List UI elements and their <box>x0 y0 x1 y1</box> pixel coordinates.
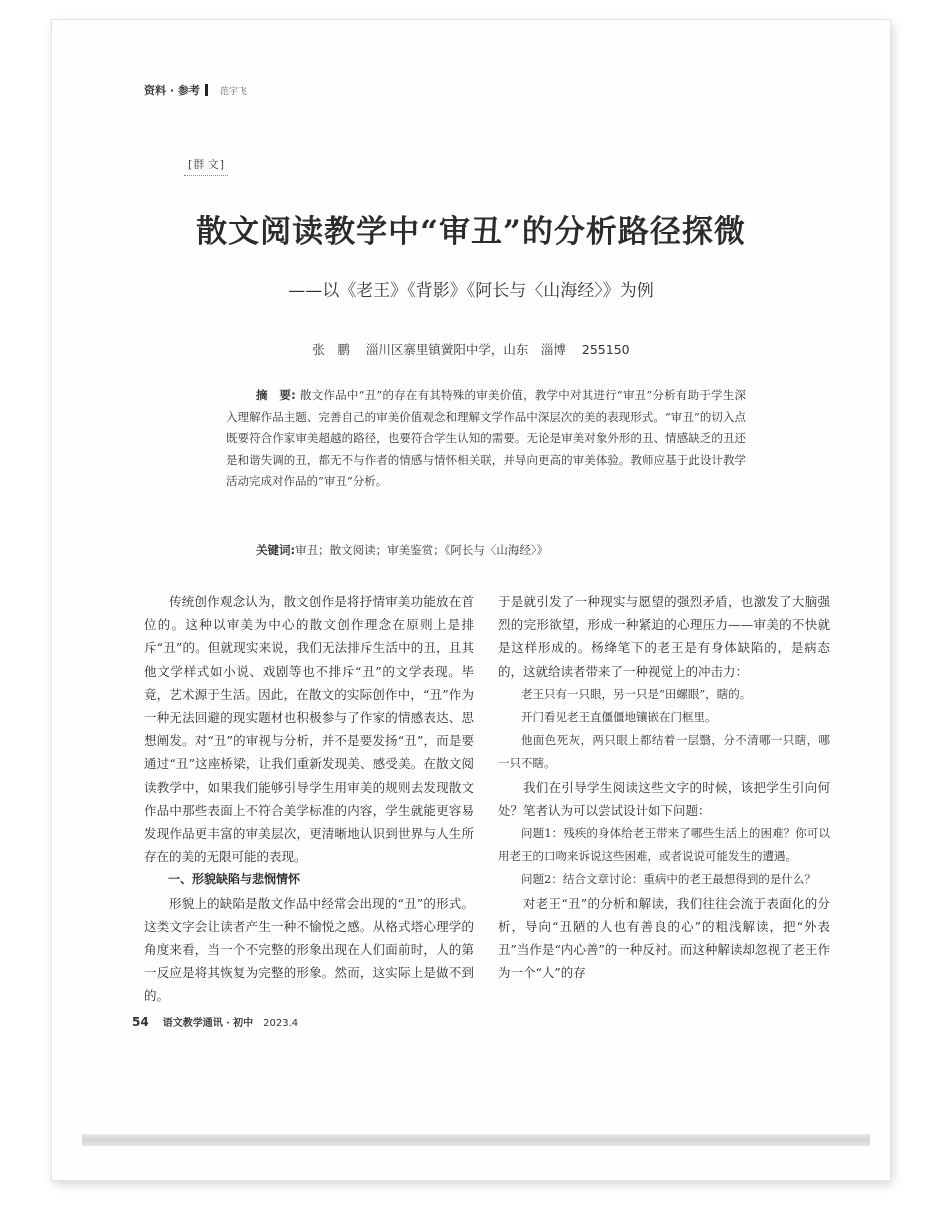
page-footer <box>132 1014 298 1029</box>
abstract-text: 散文作品中“丑”的存在有其特殊的审美价值，教学中对其进行“审丑”分析有助于学生深入理解作品主题、完善自己的审美价值观念和理解文学作品中深层次的美的表现形式。“审丑”的切入点既要符合作家审美超越的路径，也要符合学生认知的需要。无论是审美对象外形的丑、情感缺乏的丑还是和谐失调的丑，都无不与作者的情感与情怀相关联，并导向更高的审美体验。教师应基于此设计教学活动完成对作品的“审丑”分析。 <box>226 388 746 488</box>
keywords-text: 审丑；散文阅读；审美鉴赏；《阿长与〈山海经〉》 <box>295 543 549 557</box>
header-editor: 范宇飞 <box>219 86 247 97</box>
header-section: 资料 · 参考 <box>144 84 200 97</box>
column-tag: [ 群 文 ] <box>184 156 228 176</box>
journal-page <box>52 20 890 1180</box>
paragraph: 传统创作观念认为，散文创作是将抒情审美功能放在首位的。这种以审美为中心的散文创作理念在原则上是排斥“丑”的。但就现实来说，我们无法排斥生活中的丑，且其他文学样式如小说、戏剧等也不排斥“丑”的文学表现。毕竟，艺术源于生活。因此，在散文的实际创作中，“丑”作为一种无法回避的现实题材也积极参与了作家的情感表达、思想阐发。对“丑”的审视与分析，并不是要发扬“丑”，而是要通过“丑”这座桥梁，让我们重新发现美、感受美。在散文阅读教学中，如果我们能够引导学生用审美的规则去发现散文作品中那些表面上不符合美学标准的内容，学生就能更容易发现作品更丰富的审美层次，更清晰地认识到世界与人生所存在的美的无限可能的表现。 <box>144 594 474 865</box>
paragraph: 于是就引发了一种现实与愿望的强烈矛盾，也激发了大脑强烈的完形欲望，形成一种紧迫的心理压力——审美的不快就是这样形成的。杨绛笔下的老王是有身体缺陷的，是病态的，这就给读者带来了一种视觉上的冲击力： <box>498 594 830 679</box>
article-title: 散文阅读教学中“审丑”的分析路径探微 <box>196 214 746 250</box>
postcode: 255150 <box>581 342 630 357</box>
issue-date: 2023.4 <box>263 1018 299 1029</box>
keywords <box>256 542 756 558</box>
journal-name: 语文教学通讯 · 初中 <box>162 1018 254 1029</box>
question-item: 问题2：结合文章讨论：重病中的老王最想得到的是什么？ <box>521 872 816 887</box>
block-quote: 他面色死灰，两只眼上都结着一层翳，分不清哪一只瞎，哪一只不瞎。 <box>498 733 830 771</box>
question-item: 问题1：残疾的身体给老王带来了哪些生活上的困难？你可以用老王的口吻来诉说这些困难，或者说说可能发生的遭遇。 <box>498 826 830 864</box>
keywords-label: 关键词: <box>256 543 296 557</box>
abstract-label: 摘 要: <box>256 388 296 402</box>
scan-shadow-strip <box>82 1134 870 1146</box>
header-divider-bar <box>205 84 208 96</box>
author-affiliation: 淄川区寨里镇黉阳中学，山东 淄博 <box>365 342 566 357</box>
article-subtitle: ——以《老王》《背影》《阿长与〈山海经〉》为例 <box>288 281 654 301</box>
paragraph: 对老王“丑”的分析和解读，我们往往会流于表面化的分析，导向“丑陋的人也有善良的心”的粗浅解读，把“外表丑”当作是“内心善”的一种反衬。而这种解读却忽视了老王作为一个“人”的存 <box>498 895 830 981</box>
abstract <box>226 385 746 493</box>
paragraph: 形貌上的缺陷是散文作品中经常会出现的“丑”的形式。这类文字会让读者产生一种不愉悦之感。从格式塔心理学的角度来看，当一个不完整的形象出现在人们面前时，人的第一反应是将其恢复为完整的形象。然而，这实际上是做不到的。 <box>144 895 474 1004</box>
section-heading: 一、形貌缺陷与悲悯情怀 <box>168 872 301 887</box>
author-name: 张 鹏 <box>312 342 350 357</box>
byline <box>52 340 890 358</box>
running-header <box>144 82 247 98</box>
block-quote: 开门看见老王直僵僵地镶嵌在门框里。 <box>521 710 717 725</box>
paragraph: 我们在引导学生阅读这些文字的时候，该把学生引向何处？笔者认为可以尝试设计如下问题： <box>498 779 830 818</box>
body-column-right <box>498 590 830 984</box>
page-number: 54 <box>132 1015 149 1029</box>
block-quote: 老王只有一只眼，另一只是“田螺眼”，瞎的。 <box>521 686 752 701</box>
body-column-left <box>144 590 474 1008</box>
